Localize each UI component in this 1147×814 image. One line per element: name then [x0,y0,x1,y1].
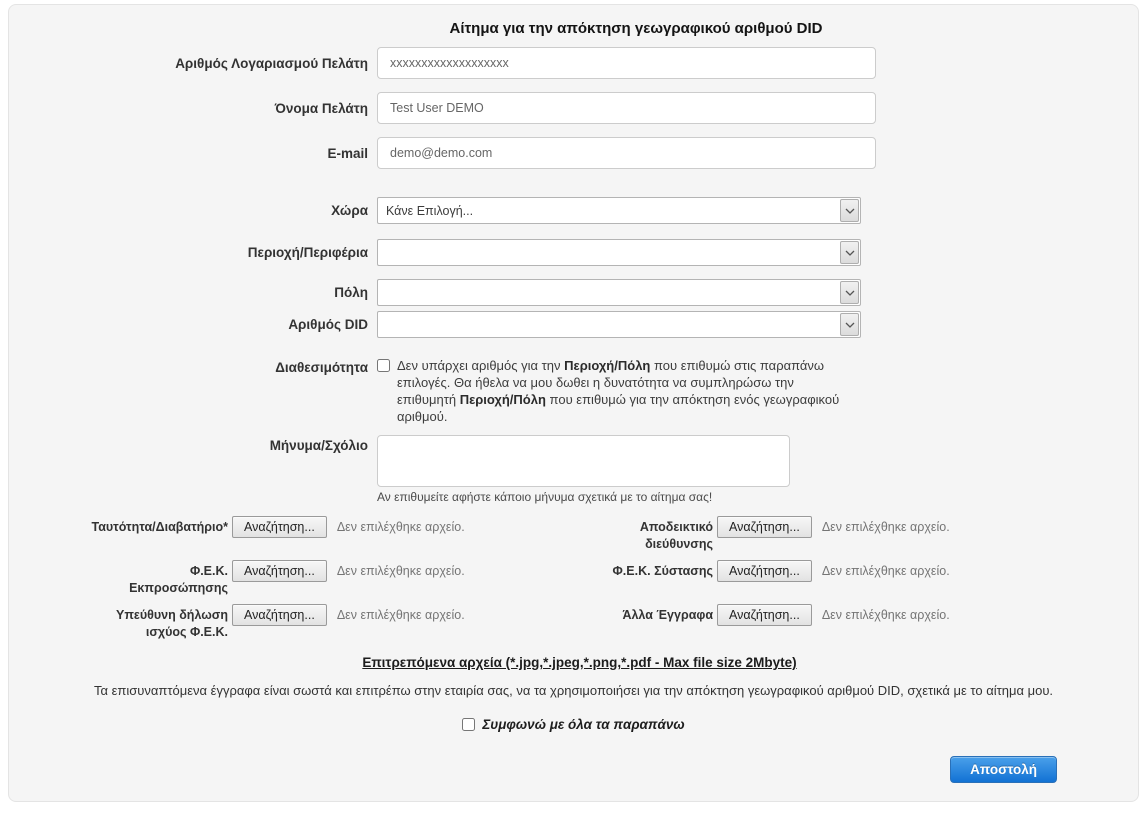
field-row-country [9,197,1138,224]
availability-text-part: που επιθυμώ για την απόκτηση ενός γεωγραφικού αριθμού. [397,392,840,424]
page-title: Αίτημα για την απόκτηση γεωγραφικού αριθμού DID [449,20,823,37]
message-hint: Αν επιθυμείτε αφήστε κάποιο μήνυμα σχετικά με το αίτημα σας! [377,490,713,504]
upload-control-fek-representation [232,560,580,582]
form-panel [8,4,1139,802]
field-row-email [9,137,1138,169]
submit-button[interactable]: Αποστολή [950,756,1057,783]
no-file-text: Δεν επιλέχθηκε αρχείο. [336,564,465,578]
upload-label-text: Φ.Ε.Κ. Εκπροσώπησης [129,564,228,595]
consent-statement: Τα επισυναπτόμενα έγγραφα είναι σωστά και επιτρέπω στην εταιρία σας, να τα χρησιμοποιήσει για την απόκτηση γεωγραφικού αριθμού DID, σχετικά με το αίτημα μου. [93,683,1054,698]
did-number-select[interactable] [377,311,861,338]
city-label: Πόλη [334,285,368,300]
email-field[interactable] [377,137,876,169]
upload-control-identity [232,516,580,538]
message-label: Μήνυμα/Σχόλιο [269,438,368,453]
upload-control-address-proof [717,516,1138,538]
city-select[interactable] [377,279,861,306]
agree-row [9,717,1138,732]
account-label: Αριθμός Λογαριασμού Πελάτη [175,55,368,71]
did-number-label: Αριθμός DID [288,317,368,332]
upload-section [9,516,1138,641]
availability-text-part: Δεν υπάρχει αριθμός για την [397,358,565,373]
allowed-files-note: Επιτρεπόμενα αρχεία (*.jpg,*.jpeg,*.png,*.pdf - Max file size 2Mbyte) [362,655,797,670]
chevron-down-icon [840,199,859,222]
chevron-down-icon [840,241,859,264]
agree-label: Συμφωνώ με όλα τα παραπάνω [482,717,685,732]
availability-text-bold: Περιοχή/Πόλη [459,392,546,407]
upload-label-text: Άλλα Έγγραφα [622,608,713,622]
upload-label-declaration [9,604,228,641]
no-file-text: Δεν επιλέχθηκε αρχείο. [821,520,950,534]
submit-row [9,756,1138,783]
no-file-text: Δεν επιλέχθηκε αρχείο. [336,608,465,622]
upload-label-address-proof [584,516,713,553]
upload-control-other-documents [717,604,1138,626]
country-select-value: Κάνε Επιλογή... [386,203,474,218]
no-file-text: Δεν επιλέχθηκε αρχείο. [821,564,950,578]
customer-name-input[interactable] [377,92,876,124]
browse-button[interactable]: Αναζήτηση... [717,560,812,582]
availability-text-bold: Περιοχή/Πόλη [564,358,651,373]
upload-label-text: Φ.Ε.Κ. Σύστασης [612,564,713,578]
chevron-down-icon [840,281,859,304]
field-row-customer-name [9,92,1138,124]
agree-checkbox[interactable] [462,718,475,731]
no-file-text: Δεν επιλέχθηκε αρχείο. [821,608,950,622]
availability-checkbox[interactable] [377,359,390,372]
browse-button[interactable]: Αναζήτηση... [717,516,812,538]
upload-control-declaration [232,604,580,626]
customer-name-label: Όνομα Πελάτη [274,100,368,116]
upload-label-text: Υπεύθυνη δήλωση ισχύος Φ.Ε.Κ. [116,608,228,639]
field-row-availability [9,357,1138,425]
browse-button[interactable]: Αναζήτηση... [717,604,812,626]
field-row-did-number [9,311,1138,338]
country-select[interactable] [377,197,861,224]
upload-label-other-documents [584,604,713,624]
upload-label-text: Ταυτότητα/Διαβατήριο* [91,520,228,534]
region-label: Περιοχή/Περιφέρια [247,245,368,260]
field-row-account [9,47,1138,79]
field-row-message [9,435,1138,504]
message-textarea[interactable] [377,435,790,487]
chevron-down-icon [840,313,859,336]
availability-text-part: που επιθυμώ στις παραπάνω επιλογές. Θα ήθελα να μου δωθει η δυνατότητα να συμπληρώσω την επιθυμητή [397,358,825,407]
no-file-text: Δεν επιλέχθηκε αρχείο. [336,520,465,534]
upload-label-identity [9,516,228,536]
field-row-region [9,239,1138,266]
availability-text [397,357,855,425]
availability-label: Διαθεσιμότητα [275,360,368,375]
account-input[interactable] [377,47,876,79]
browse-button[interactable]: Αναζήτηση... [232,604,327,626]
upload-label-fek-representation [9,560,228,597]
email-label: E-mail [327,145,368,161]
browse-button[interactable]: Αναζήτηση... [232,516,327,538]
upload-label-text: Αποδεικτικό διεύθυνσης [639,520,713,551]
upload-label-fek-formation [584,560,713,580]
country-label: Χώρα [331,203,368,218]
browse-button[interactable]: Αναζήτηση... [232,560,327,582]
upload-control-fek-formation [717,560,1138,582]
region-select[interactable] [377,239,861,266]
field-row-city [9,279,1138,306]
